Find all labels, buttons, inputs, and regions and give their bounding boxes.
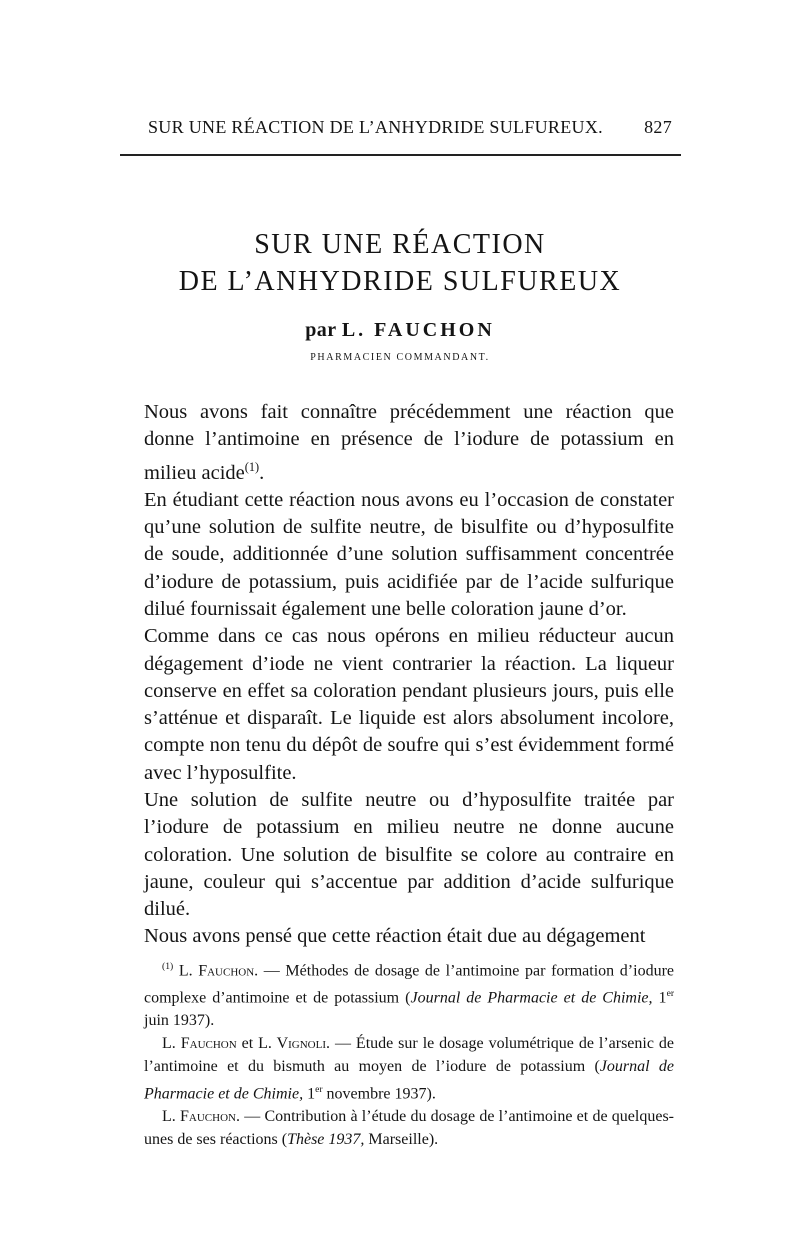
author-role: PHARMACIEN COMMANDANT. [310,352,490,363]
paragraph: Nous avons fait connaître précédemment une réaction que donne l’antimoine en présence de l’iodure de potassium en milieu acide$^{(1)}$. [144,401,674,484]
thesis-reference: Thèse 1937, [287,1130,365,1148]
footnote: L. Fauchon. — Contribution à l’étude du dosage de l’antimoine et de quelques-unes de ses réactions (Thèse 1937, Marseille). [144,1107,674,1148]
footnote-author: L. Fauchon [162,1035,237,1053]
article-title-line-2: DE L’ANHYDRIDE SULFUREUX [178,266,622,297]
footnote-marker: (1) [162,961,174,972]
author-by: par [305,319,337,341]
paragraph: Comme dans ce cas nous opérons en milieu réducteur aucun dégagement d’iode ne vient contrarier la réaction. La liqueur conserve en effet sa coloration pendant plusieurs jours, puis elle s’atténue et disparaît. Le liquide est alors absolument incolore, compte non tenu du dépôt de soufre qui s’est évidemment formé avec l’hyposulfite. [144,625,674,784]
paragraph: Nous avons pensé que cette réaction était due au dégagement [144,925,646,948]
footnotes [144,956,674,1151]
article-body [144,399,674,951]
paragraph: En étudiant cette réaction nous avons eu l’occasion de constater qu’une solution de sulfite neutre, de bisulfite ou d’hyposulfite de soude, additionnée d’une solution suffisamment concentrée d’iodure de potassium, puis acidifiée par de l’acide sulfurique dilué fournissait également une belle coloration jaune d’or. [144,488,674,620]
footnote-author: L. Vignoli. [258,1035,331,1053]
page-number: 827 [644,117,672,137]
journal-name: Journal de Pharmacie et de Chimie, [144,1057,674,1102]
footnote-ref: (1) [244,459,260,474]
footnote-author: L. Fauchon. [162,1107,240,1125]
journal-name: Journal de Pharmacie et de Chimie, [410,989,653,1007]
footnote: $^{(1)}$ L. Fauchon. — Méthodes de dosage de l’antimoine par formation d’iodure complexe d’antimoine et de potassium (Journal de Pharmacie et de Chimie, 1er juin 1937). [144,961,675,1030]
footnote: L. Fauchon et L. Vignoli. — Étude sur le dosage volumétrique de l’arsenic de l’antimoine et du bismuth au moyen de l’iodure de potassium (Journal de Pharmacie et de Chimie, 1er novembre 1937). [144,1035,675,1102]
article-title-line-1: SUR UNE RÉACTION [254,229,546,260]
header-rule [120,154,681,156]
paragraph: Une solution de sulfite neutre ou d’hyposulfite traitée par l’iodure de potassium en milieu neutre ne donne aucune coloration. Une solution de bisulfite se colore au contraire en jaune, couleur qui s’accentue par addition d’acide sulfurique dilué. [144,788,674,921]
footnote-author: L. Fauchon. [178,962,259,980]
running-title: SUR UNE RÉACTION DE L’ANHYDRIDE SULFUREUX. [148,117,603,137]
author-name: L. FAUCHON [341,319,495,341]
author-line [0,319,800,342]
